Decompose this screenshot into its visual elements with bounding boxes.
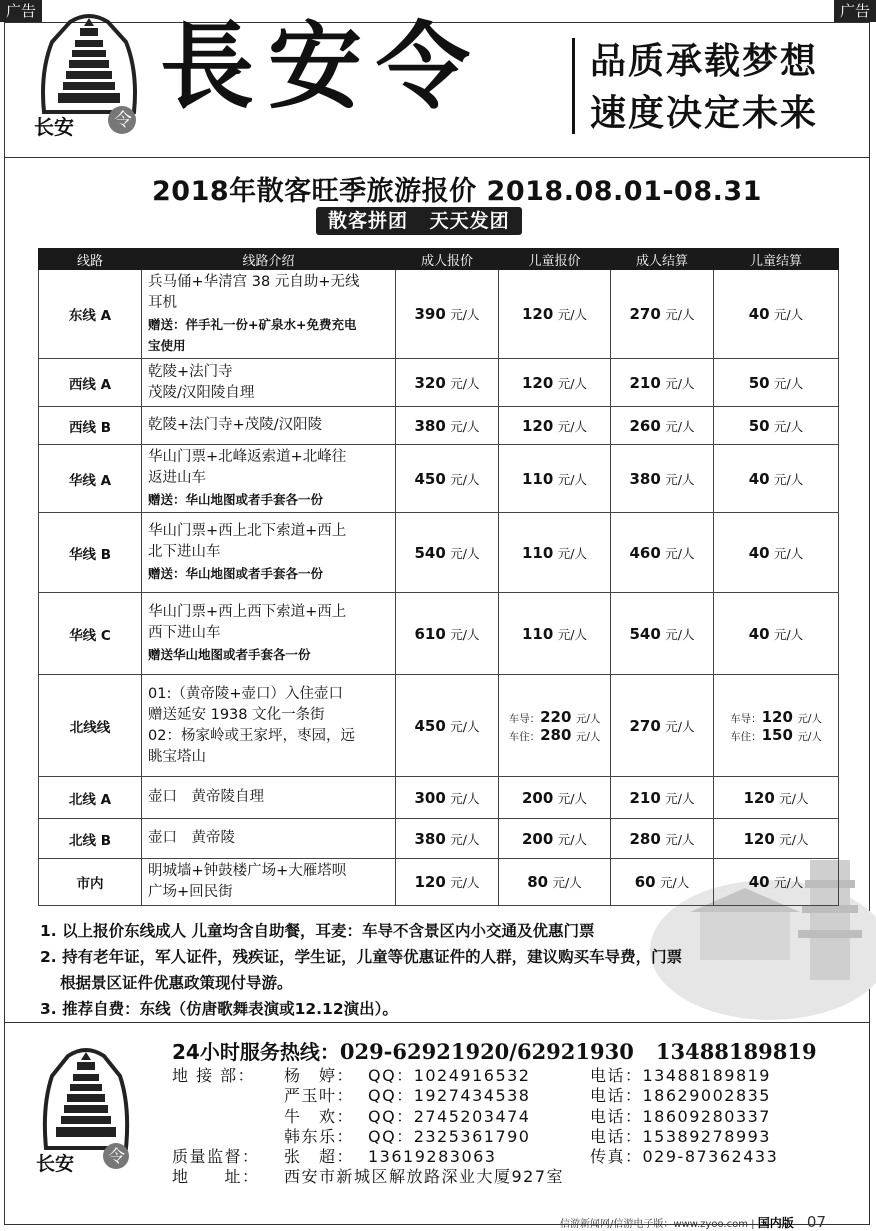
intro-cell bbox=[142, 777, 396, 819]
adult-settle-cell bbox=[611, 513, 714, 593]
price-unit: 元/人 bbox=[557, 418, 587, 434]
price-value: 540 bbox=[629, 624, 661, 643]
price-unit: 元/人 bbox=[552, 875, 582, 890]
col-header-adult-settle: 成人结算 bbox=[611, 249, 714, 270]
adult-price-cell bbox=[396, 407, 499, 445]
intro-line: 乾陵+法门寺+茂陵/汉阳陵 bbox=[148, 417, 323, 433]
price-unit: 元/人 bbox=[450, 790, 480, 806]
slogan-line-2: 速度决定未来 bbox=[590, 93, 819, 134]
price-value: 40 bbox=[748, 305, 770, 323]
adult-settle-cell bbox=[611, 407, 714, 445]
route-cell: 北线线 bbox=[39, 675, 142, 777]
contact-qq: QQ：1024916532 bbox=[368, 1066, 531, 1085]
contact-tel: 电话：15389278993 bbox=[590, 1126, 771, 1146]
source-line: 信游新闻网/信游电子版：www.zyoo.com bbox=[560, 1219, 748, 1230]
adult-settle-cell bbox=[611, 593, 714, 675]
table-row bbox=[39, 513, 839, 593]
child-price-cell bbox=[499, 593, 611, 675]
slogan-line-1: 品质承载梦想 bbox=[590, 41, 819, 82]
page-title: 2018年散客旺季旅游报价 2018.08.01-08.31 bbox=[152, 176, 762, 207]
note-3: 3. 推荐自费：东线（仿唐歌舞表演或12.12演出）。 bbox=[40, 1000, 398, 1018]
adult-price-cell bbox=[396, 513, 499, 593]
price-value: 120 bbox=[761, 707, 793, 726]
price-value: 200 bbox=[522, 829, 554, 848]
price-unit: 元/人 bbox=[774, 875, 804, 890]
intro-line: 返进山车 bbox=[148, 470, 206, 486]
adult-price-cell bbox=[396, 270, 499, 359]
price-value: 40 bbox=[748, 469, 770, 488]
price-unit: 元/人 bbox=[774, 626, 804, 642]
contact-tel: 电话：13488189819 bbox=[590, 1066, 771, 1085]
child-price-cell bbox=[499, 777, 611, 819]
split-label: 车导： bbox=[730, 712, 762, 725]
split-label: 车住： bbox=[730, 730, 762, 743]
price-unit: 元/人 bbox=[779, 790, 809, 806]
price-value: 380 bbox=[414, 829, 446, 848]
intro-line: 华山门票+北峰返索道+北峰往 bbox=[148, 449, 347, 465]
price-value: 380 bbox=[629, 469, 661, 488]
intro-line: 华山门票+西上西下索道+西上 bbox=[148, 604, 347, 620]
gift-line: 赠送：伴手礼一份+矿泉水+免费充电 bbox=[148, 317, 357, 332]
child-price-cell bbox=[499, 270, 611, 359]
child-price-cell bbox=[499, 513, 611, 593]
price-value: 110 bbox=[522, 469, 554, 488]
price-unit: 元/人 bbox=[665, 375, 695, 391]
child-settle-cell bbox=[714, 593, 839, 675]
child-settle-cell bbox=[714, 359, 839, 407]
table-row bbox=[39, 777, 839, 819]
price-value: 110 bbox=[522, 543, 554, 562]
adult-price-cell bbox=[396, 359, 499, 407]
price-value: 40 bbox=[748, 624, 770, 643]
gift-line: 赠送：华山地图或者手套各一份 bbox=[148, 566, 324, 581]
price-value: 450 bbox=[414, 469, 446, 488]
contact-name: 牛 欢： bbox=[284, 1106, 355, 1126]
price-value: 260 bbox=[629, 416, 661, 435]
table-header-row bbox=[39, 249, 839, 270]
contact-qq: 13619283063 bbox=[368, 1147, 497, 1167]
address-label: 地 址： bbox=[172, 1167, 260, 1187]
price-value: 540 bbox=[414, 543, 446, 562]
gift-line: 宝使用 bbox=[148, 338, 186, 353]
contact-qq: QQ：2325361790 bbox=[368, 1126, 531, 1146]
price-unit: 元/人 bbox=[665, 471, 695, 487]
table-row bbox=[39, 270, 839, 359]
hotline-number: 029-62921920/62921930 bbox=[339, 1039, 634, 1064]
group-tour-badge: 散客拼团 天天发团 bbox=[316, 207, 522, 235]
page-number: 07 bbox=[806, 1213, 826, 1231]
intro-line: 茂陵/汉阳陵自理 bbox=[148, 384, 255, 401]
price-value: 110 bbox=[522, 624, 554, 643]
adult-price-cell bbox=[396, 675, 499, 777]
contact-name: 严玉叶： bbox=[284, 1086, 355, 1106]
contact-name: 张 超： bbox=[284, 1147, 355, 1167]
price-unit: 元/人 bbox=[557, 545, 587, 561]
child-settle-cell bbox=[714, 270, 839, 359]
notes bbox=[40, 918, 682, 1022]
col-header-adult-price: 成人报价 bbox=[396, 249, 499, 270]
intro-cell bbox=[142, 359, 396, 407]
svg-text:长安: 长安 bbox=[36, 1153, 75, 1174]
price-unit: 元/人 bbox=[575, 730, 601, 743]
hotline bbox=[172, 1036, 817, 1065]
intro-line: 广场+回民街 bbox=[148, 884, 233, 900]
price-unit: 元/人 bbox=[774, 375, 804, 391]
price-value: 150 bbox=[761, 725, 793, 744]
price-value: 460 bbox=[629, 543, 661, 562]
table-row bbox=[39, 359, 839, 407]
col-header-child-price: 儿童报价 bbox=[499, 249, 611, 270]
col-header-child-settle: 儿童结算 bbox=[714, 249, 839, 270]
intro-line: 兵马俑+华清宫 38 元自助+无线 bbox=[148, 274, 360, 290]
route-cell: 北线 B bbox=[39, 819, 142, 859]
price-unit: 元/人 bbox=[774, 471, 804, 487]
price-unit: 元/人 bbox=[450, 718, 480, 734]
price-value: 80 bbox=[527, 873, 549, 891]
contact-label: 质量监督： bbox=[172, 1147, 260, 1167]
contact-name: 韩东乐： bbox=[284, 1126, 355, 1146]
price-table bbox=[38, 248, 839, 906]
price-unit: 元/人 bbox=[557, 790, 587, 806]
contact-tel: 传真：029-87362433 bbox=[590, 1147, 779, 1167]
child-price-cell bbox=[499, 859, 611, 906]
price-value: 220 bbox=[540, 707, 572, 726]
split-price-line bbox=[505, 708, 604, 726]
price-unit: 元/人 bbox=[557, 307, 587, 322]
intro-line: 赠送延安 1938 文化一条街 bbox=[148, 706, 325, 723]
contact-name: 杨 婷： bbox=[284, 1066, 355, 1085]
price-value: 380 bbox=[414, 416, 446, 435]
child-settle-cell bbox=[714, 407, 839, 445]
intro-cell bbox=[142, 819, 396, 859]
col-header-route: 线路 bbox=[39, 249, 142, 270]
price-unit: 元/人 bbox=[450, 626, 480, 642]
adult-price-cell bbox=[396, 777, 499, 819]
gift-line: 赠送华山地图或者手套各一份 bbox=[148, 647, 311, 662]
price-value: 50 bbox=[748, 373, 770, 392]
price-unit: 元/人 bbox=[774, 545, 804, 561]
price-value: 120 bbox=[522, 416, 554, 435]
table-row bbox=[39, 407, 839, 445]
price-unit: 元/人 bbox=[665, 831, 695, 847]
intro-line: 北下进山车 bbox=[148, 544, 221, 560]
table-row bbox=[39, 819, 839, 859]
intro-cell bbox=[142, 445, 396, 513]
price-value: 210 bbox=[629, 788, 661, 807]
intro-line: 02：杨家岭或王家坪，枣园，远 bbox=[148, 727, 355, 744]
split-price-line bbox=[720, 708, 832, 726]
ad-tag-right: 广告 bbox=[834, 0, 876, 22]
child-price-cell bbox=[499, 407, 611, 445]
price-unit: 元/人 bbox=[450, 545, 480, 561]
route-cell: 市内 bbox=[39, 859, 142, 906]
child-settle-cell bbox=[714, 513, 839, 593]
price-unit: 元/人 bbox=[665, 718, 695, 734]
route-cell: 西线 A bbox=[39, 359, 142, 407]
price-value: 270 bbox=[629, 305, 661, 323]
child-price-cell bbox=[499, 819, 611, 859]
price-value: 60 bbox=[634, 873, 656, 891]
table-row bbox=[39, 675, 839, 777]
child-settle-cell bbox=[714, 859, 839, 906]
price-value: 300 bbox=[414, 788, 446, 807]
address-value: 西安市新城区解放路深业大厦927室 bbox=[284, 1167, 565, 1187]
price-value: 390 bbox=[414, 305, 446, 323]
price-unit: 元/人 bbox=[665, 545, 695, 561]
price-unit: 元/人 bbox=[774, 307, 804, 322]
child-price-cell bbox=[499, 445, 611, 513]
table-row bbox=[39, 445, 839, 513]
price-value: 610 bbox=[414, 624, 446, 643]
price-unit: 元/人 bbox=[557, 831, 587, 847]
split-price-line bbox=[505, 726, 604, 744]
price-unit: 元/人 bbox=[665, 790, 695, 806]
route-cell: 华线 A bbox=[39, 445, 142, 513]
price-unit: 元/人 bbox=[450, 307, 480, 322]
price-value: 270 bbox=[629, 716, 661, 735]
hotline-mobile: 13488189819 bbox=[655, 1039, 817, 1064]
adult-settle-cell bbox=[611, 819, 714, 859]
price-value: 50 bbox=[748, 416, 770, 435]
route-cell: 东线 A bbox=[39, 270, 142, 359]
price-value: 120 bbox=[414, 873, 446, 891]
intro-cell bbox=[142, 859, 396, 906]
hotline-label: 24小时服务热线： bbox=[172, 1040, 340, 1064]
price-value: 120 bbox=[522, 373, 554, 392]
intro-cell bbox=[142, 513, 396, 593]
note-2-cont: 根据景区证件优惠政策现付导游。 bbox=[60, 974, 293, 992]
ad-tag-left: 广告 bbox=[0, 0, 42, 22]
price-unit: 元/人 bbox=[450, 471, 480, 487]
intro-line: 华山门票+西上北下索道+西上 bbox=[148, 523, 347, 539]
intro-cell bbox=[142, 270, 396, 359]
intro-line: 眺宝塔山 bbox=[148, 748, 206, 765]
adult-settle-cell bbox=[611, 675, 714, 777]
note-1: 1. 以上报价东线成人 儿童均含自助餐，耳麦：车导不含景区内小交通及优惠门票 bbox=[40, 922, 595, 940]
intro-line: 耳机 bbox=[148, 295, 177, 311]
price-unit: 元/人 bbox=[557, 375, 587, 391]
price-unit: 元/人 bbox=[575, 712, 601, 725]
split-label: 车导： bbox=[508, 712, 541, 725]
child-price-cell bbox=[499, 675, 611, 777]
header-divider bbox=[572, 38, 575, 134]
price-value: 120 bbox=[522, 305, 554, 323]
adult-price-cell bbox=[396, 593, 499, 675]
edition-label: 国内版 bbox=[757, 1216, 794, 1230]
intro-cell bbox=[142, 407, 396, 445]
price-unit: 元/人 bbox=[557, 626, 587, 642]
price-value: 280 bbox=[629, 829, 661, 848]
adult-settle-cell bbox=[611, 777, 714, 819]
price-unit: 元/人 bbox=[450, 375, 480, 391]
price-value: 280 bbox=[540, 725, 572, 744]
contact-tel: 电话：18609280337 bbox=[590, 1106, 771, 1126]
adult-settle-cell bbox=[611, 270, 714, 359]
svg-text:长安: 长安 bbox=[34, 115, 74, 139]
adult-settle-cell bbox=[611, 859, 714, 906]
contact-qq: QQ：2745203474 bbox=[368, 1106, 531, 1126]
price-unit: 元/人 bbox=[779, 831, 809, 847]
route-cell: 北线 A bbox=[39, 777, 142, 819]
price-unit: 元/人 bbox=[665, 307, 695, 322]
route-cell: 华线 B bbox=[39, 513, 142, 593]
price-value: 120 bbox=[743, 788, 775, 807]
gift-line: 赠送：华山地图或者手套各一份 bbox=[148, 492, 324, 507]
bottom-bar: 信游新闻网/信游电子版：www.zyoo.com | 国内版 07 bbox=[560, 1213, 826, 1231]
child-settle-cell bbox=[714, 777, 839, 819]
price-unit: 元/人 bbox=[665, 418, 695, 434]
brand-name: 長安令 bbox=[160, 12, 485, 122]
adult-settle-cell bbox=[611, 445, 714, 513]
footer-logo-icon bbox=[34, 1044, 138, 1174]
contact-tel: 电话：18629002835 bbox=[590, 1086, 771, 1106]
note-2: 2. 持有老年证，军人证件，残疾证，学生证，儿童等优惠证件的人群，建议购买车导费，门票 bbox=[40, 948, 683, 966]
svg-text:令: 令 bbox=[114, 110, 132, 131]
intro-line: 壶口 黄帝陵自理 bbox=[148, 789, 264, 805]
intro-line: 西下进山车 bbox=[148, 625, 221, 641]
price-value: 40 bbox=[748, 543, 770, 562]
price-unit: 元/人 bbox=[557, 471, 587, 487]
table-row bbox=[39, 593, 839, 675]
child-price-cell bbox=[499, 359, 611, 407]
svg-text:令: 令 bbox=[108, 1147, 125, 1167]
price-value: 120 bbox=[743, 829, 775, 848]
route-cell: 西线 B bbox=[39, 407, 142, 445]
intro-cell bbox=[142, 675, 396, 777]
price-value: 210 bbox=[629, 373, 661, 392]
split-label: 车住： bbox=[508, 730, 541, 743]
intro-line: 01:（黄帝陵+壶口）入住壶口 bbox=[148, 685, 343, 702]
price-value: 40 bbox=[748, 873, 770, 891]
intro-line: 壶口 黄帝陵 bbox=[148, 830, 235, 846]
contact-label: 地 接 部： bbox=[172, 1066, 256, 1085]
intro-line: 乾陵+法门寺 bbox=[148, 363, 233, 380]
adult-price-cell bbox=[396, 445, 499, 513]
brand-logo-icon bbox=[30, 12, 148, 140]
price-unit: 元/人 bbox=[450, 831, 480, 847]
intro-line: 明城墙+钟鼓楼广场+大雁塔呗 bbox=[148, 863, 347, 879]
price-unit: 元/人 bbox=[797, 730, 822, 743]
route-cell: 华线 C bbox=[39, 593, 142, 675]
adult-price-cell bbox=[396, 859, 499, 906]
table-row bbox=[39, 859, 839, 906]
col-header-intro: 线路介绍 bbox=[142, 249, 396, 270]
adult-settle-cell bbox=[611, 359, 714, 407]
price-unit: 元/人 bbox=[797, 712, 822, 725]
child-settle-cell bbox=[714, 445, 839, 513]
contact-qq: QQ：1927434538 bbox=[368, 1086, 531, 1106]
price-unit: 元/人 bbox=[774, 418, 804, 434]
price-value: 450 bbox=[414, 716, 446, 735]
price-value: 200 bbox=[522, 788, 554, 807]
child-settle-cell bbox=[714, 819, 839, 859]
child-settle-cell bbox=[714, 675, 839, 777]
price-unit: 元/人 bbox=[660, 875, 690, 890]
price-value: 320 bbox=[414, 373, 446, 392]
price-unit: 元/人 bbox=[665, 626, 695, 642]
adult-price-cell bbox=[396, 819, 499, 859]
intro-cell bbox=[142, 593, 396, 675]
split-price-line bbox=[720, 726, 832, 744]
price-unit: 元/人 bbox=[450, 418, 480, 434]
price-unit: 元/人 bbox=[450, 875, 480, 890]
